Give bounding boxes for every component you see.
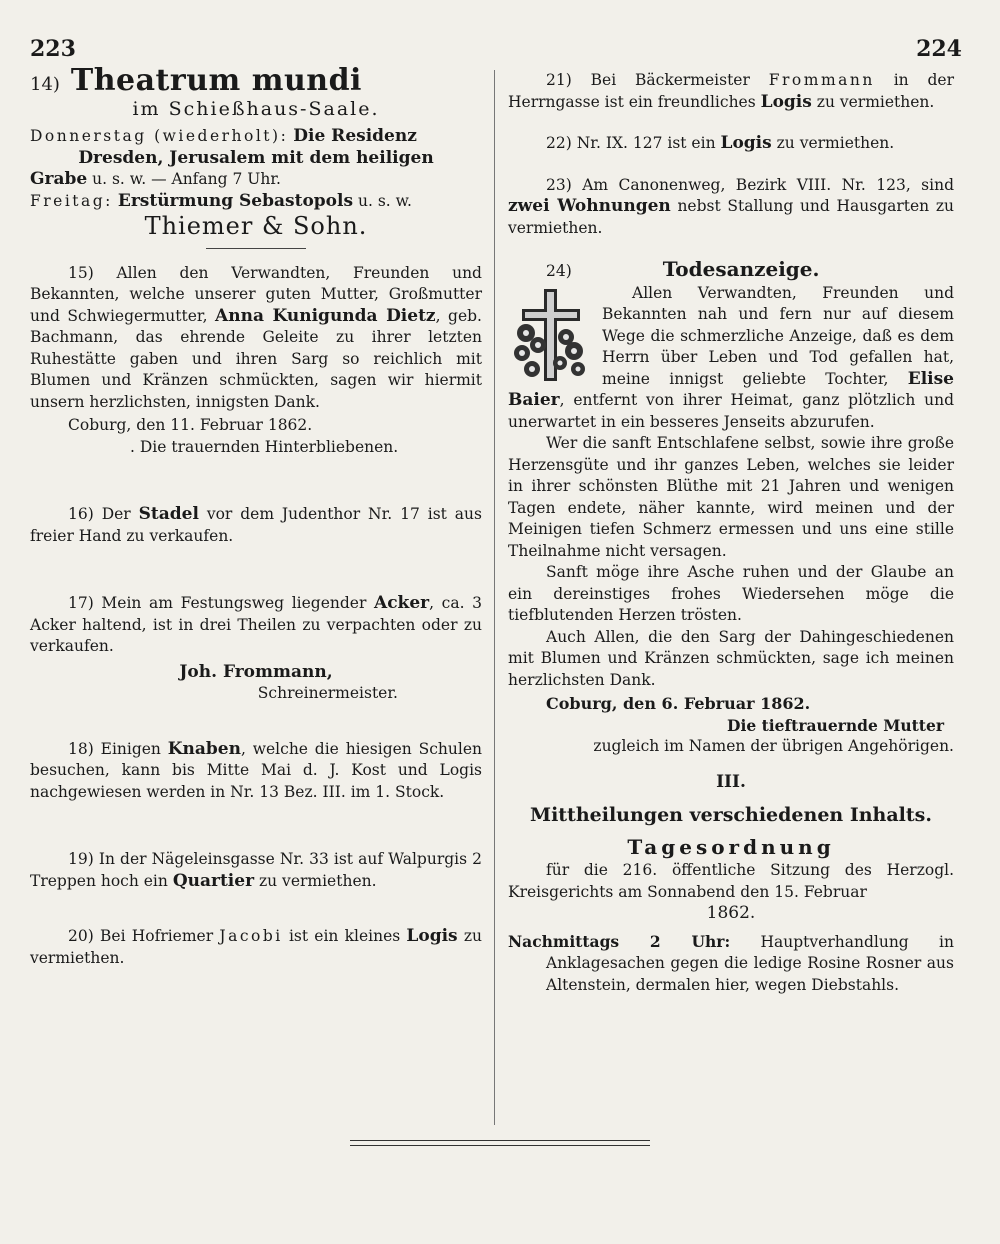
page-number-right: 224 xyxy=(916,36,962,62)
section-III: III. Mittheilungen verschiedenen Inhalts. Tagesordnung für die 216. öffentliche Sitzung des Herzogl. Kreisgerichts am Sonnabend den 15. Februar 1862. Nachmittags 2 Uhr: Hauptverhandlung in Anklagesachen gegen die ledige Rosine Rosner aus Altenstein, dermalen hier, wegen Diebstahls. xyxy=(508,771,954,994)
closing-rule-top xyxy=(350,1140,650,1141)
right-column xyxy=(508,70,954,996)
program-line: Freitag: Erstürmung Sebastopols u. s. w. xyxy=(30,190,412,211)
section-title: Mittheilungen verschiedenen Inhalts. xyxy=(530,804,932,826)
notice-15: 15) Allen den Verwandten, Freunden und Bekannten, welche unserer guten Mutter, Großmutter und Schwiegermutter, Anna Kunigunda Dietz, geb. Bachmann, das ehrende Geleite zu ihrer letzten Ruhestätte gaben und ihren Sarg so reichlich mit Blumen und Kränzen schmückten, sagen wir hiermit unsern herzlichsten, innigsten Dank. Coburg, den 11. Februar 1862. . Die trauernden Hinterbliebenen. xyxy=(30,263,482,459)
agenda-heading: Tagesordnung xyxy=(627,834,835,859)
signature-role: Schreinermeister. xyxy=(257,684,398,702)
notice-14 xyxy=(30,63,482,240)
program-line: Dresden, Jerusalem mit dem heiligen xyxy=(78,147,434,168)
program-line: Grabe u. s. w. — Anfang 7 Uhr. xyxy=(30,169,281,189)
notice-23: 23) Am Canonenweg, Bezirk VIII. Nr. 123, sind zwei Wohnungen nebst Stallung und Hausgarten zu vermiethen. xyxy=(508,175,954,237)
firm-name: Thiemer & Sohn. xyxy=(144,212,368,240)
notice-17: 17) Mein am Festungsweg liegender Acker, ca. 3 Acker haltend, ist in drei Theilen zu verpachten oder zu verkaufen. Joh. Frommann, Schreinermeister. xyxy=(30,593,482,705)
notice-20: 20) Bei Hofriemer Jacobi ist ein kleines Logis zu vermiethen. xyxy=(30,926,483,967)
notice-subtitle: im Schießhaus-Saale. xyxy=(132,97,380,120)
notice-signature: zugleich im Namen der übrigen Angehörigen. xyxy=(593,737,954,755)
column-divider xyxy=(494,70,495,1125)
page-number-left: 223 xyxy=(30,36,76,62)
closing-rule-bottom xyxy=(350,1145,650,1146)
notice-date: Coburg, den 6. Februar 1862. xyxy=(546,694,811,713)
signature-name: Joh. Frommann, xyxy=(179,661,333,682)
death-notice-heading: Todesanzeige. xyxy=(662,257,820,281)
left-column xyxy=(30,63,483,969)
notice-signature: Die tieftrauernde Mutter xyxy=(727,715,944,735)
notice-22: 22) Nr. IX. 127 ist ein Logis zu vermiethen. xyxy=(546,133,895,153)
notice-21: 21) Bei Bäckermeister Frommann in der Herrngasse ist ein freundliches Logis zu vermiethen. xyxy=(508,71,955,112)
notice-title: Theatrum mundi xyxy=(70,63,362,98)
separator xyxy=(206,248,306,249)
program-line: Donnerstag (wiederholt): Die Residenz xyxy=(30,126,417,146)
section-number: III. xyxy=(716,771,746,792)
notice-number: 14) xyxy=(30,74,60,95)
notice-19: 19) In der Nägeleinsgasse Nr. 33 ist auf Walpurgis 2 Treppen hoch ein Quartier zu vermiethen. xyxy=(30,850,482,891)
notice-date: Coburg, den 11. Februar 1862. xyxy=(68,416,313,434)
notice-18: 18) Einigen Knaben, welche die hiesigen Schulen besuchen, kann bis Mitte Mai d. J. Kost und Logis nachgewiesen werden in Nr. 13 Bez. III. im 1. Stock. xyxy=(30,738,482,801)
notice-16: 16) Der Stadel vor dem Judenthor Nr. 17 ist aus freier Hand zu verkaufen. xyxy=(30,504,482,545)
notice-signature: . Die trauernden Hinterbliebenen. xyxy=(130,437,399,456)
cross-with-flowers-icon xyxy=(508,285,594,387)
notice-24: 24) Todesanzeige. Allen Verwandten, Freunden und Bekannten nah und fern nur auf diesem Wege die schmerzliche Anzeige, daß es dem Herrn über Leben und Tod gefallen hat, meine innigst geliebte Tochter, Elise Baier, entfernt von ihrer Heimat, ganz plötzlich und unerwartet in ein besseres Jenseits abzurufen. Wer die sanft Entschlafene selbst, sowie ihre große Herzensgüte und ihr ganzes Leben, welches sie leider in ihrer schönsten Blüthe mit 21 Jahren und wenigen Tagen endete, näher kannte, wird meinen und der Meinigen tiefen Schmerz ermessen und uns eine stille Theilnahme nicht versagen. Sanft möge ihre Asche ruhen und der Glaube an ein dereinstiges frohes Wiedersehen möge die tiefblutenden Herzen trösten. Auch Allen, die den Sarg der Dahingeschiedenen mit Blumen und Kränzen schmückten, sage ich meinen herzlichsten Dank. Coburg, den 6. Februar 1862. Die tieftrauernde Mutter zugleich im Namen der übrigen Angehörigen. xyxy=(508,259,954,758)
